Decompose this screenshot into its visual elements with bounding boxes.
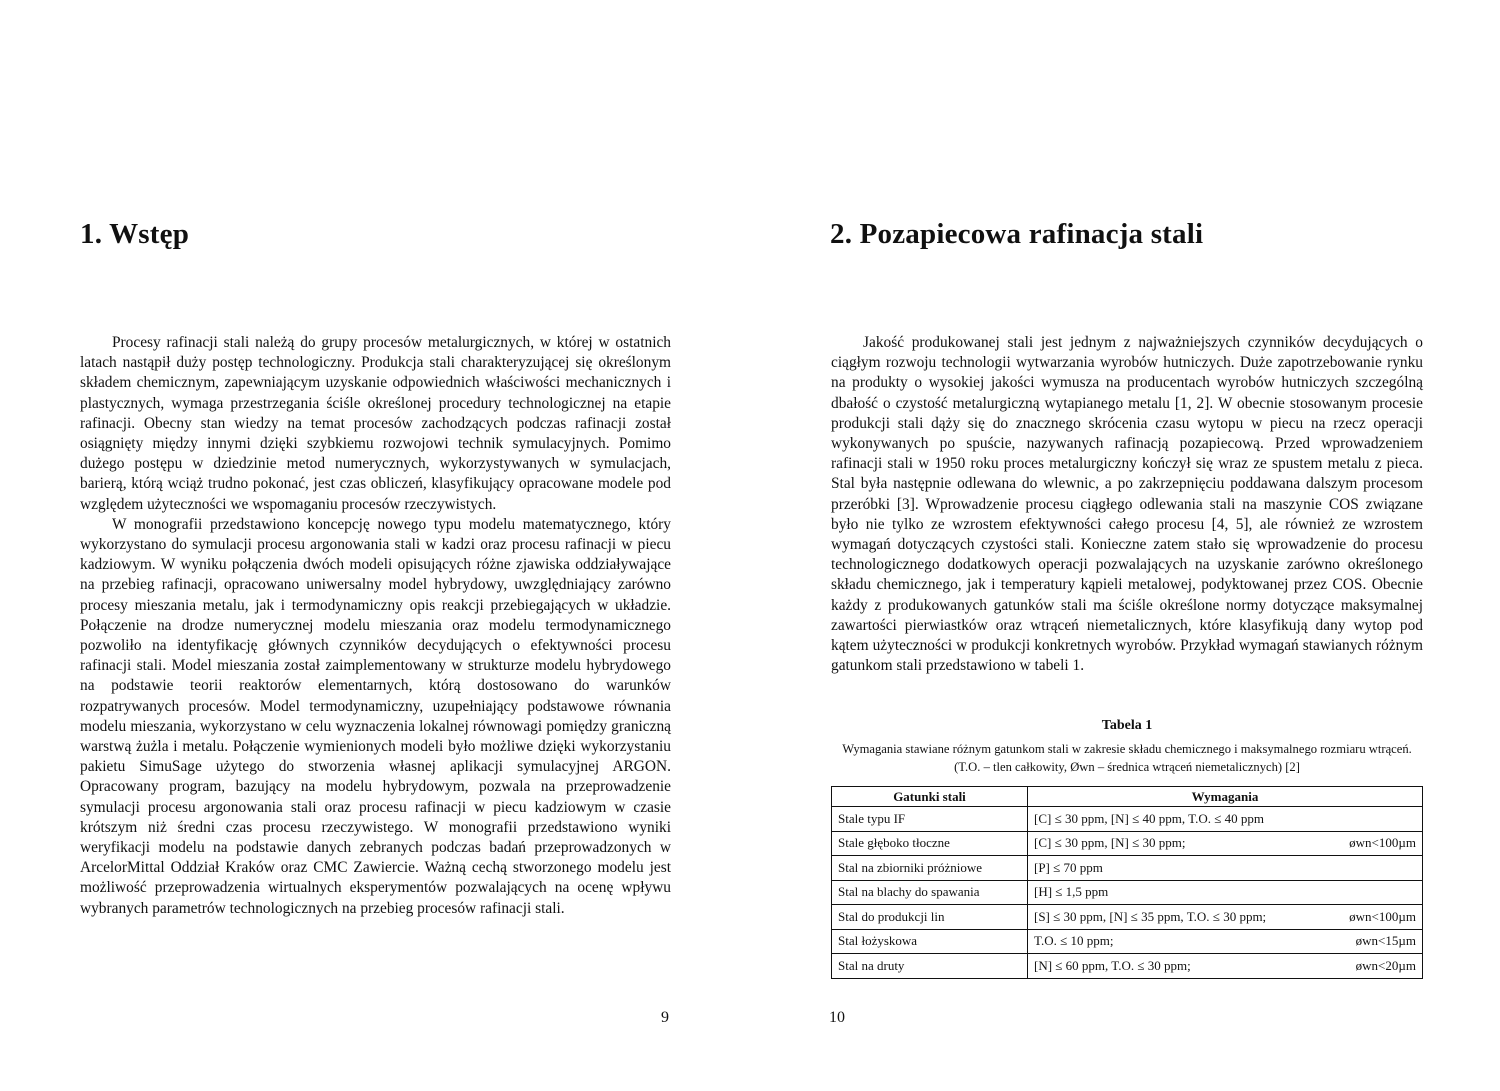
requirement-text: [N] ≤ 60 ppm, T.O. ≤ 30 ppm; — [1034, 957, 1191, 973]
column-header: Wymagania — [1028, 787, 1423, 807]
steel-grade-cell: Stale typu IF — [832, 807, 1028, 832]
requirement-text: [S] ≤ 30 ppm, [N] ≤ 35 ppm, T.O. ≤ 30 ppm; — [1034, 908, 1267, 924]
page-number: 9 — [661, 1009, 669, 1026]
chapter-title: 1. Wstęp — [80, 218, 190, 250]
table-description: Wymagania stawiane różnym gatunkom stali w zakresie składu chemicznego i maksymalnego rozmiaru wtrąceń. (T.O. – tlen całkowity, Øwn – średnica wtrąceń niemetalicznych) [2] — [842, 742, 1412, 774]
chapter-body — [831, 333, 1423, 676]
table-row — [832, 856, 1423, 881]
table-row — [832, 929, 1423, 954]
steel-grade-cell: Stal na zbiorniki próżniowe — [832, 856, 1028, 881]
requirement-cell — [1028, 831, 1423, 856]
requirement-cell — [1028, 856, 1423, 881]
page-number: 10 — [829, 1009, 845, 1026]
requirement-text: [C] ≤ 30 ppm, [N] ≤ 30 ppm; — [1034, 835, 1186, 851]
requirement-text: [H] ≤ 1,5 ppm — [1034, 884, 1109, 900]
requirement-content — [1034, 958, 1416, 974]
requirement-cell — [1028, 954, 1423, 979]
requirement-cell — [1028, 929, 1423, 954]
table-row — [832, 807, 1423, 832]
column-header: Gatunki stali — [832, 787, 1028, 807]
inclusion-diameter: øwn<100µm — [1349, 908, 1416, 924]
requirement-content — [1034, 811, 1416, 827]
steel-grade-cell: Stal do produkcji lin — [832, 905, 1028, 930]
table-row — [832, 905, 1423, 930]
requirement-content — [1034, 909, 1416, 925]
table-row — [832, 954, 1423, 979]
requirement-text: [C] ≤ 30 ppm, [N] ≤ 40 ppm, T.O. ≤ 40 ppm — [1034, 810, 1264, 826]
inclusion-diameter: øwn<15µm — [1355, 933, 1416, 949]
steel-grade-cell: Stal łożyskowa — [832, 929, 1028, 954]
requirement-content — [1034, 860, 1416, 876]
steel-grade-cell: Stal na druty — [832, 954, 1028, 979]
requirement-content — [1034, 835, 1416, 851]
right-page — [750, 0, 1500, 1091]
inclusion-diameter: øwn<100µm — [1349, 835, 1416, 851]
table-body — [832, 807, 1423, 979]
requirement-cell — [1028, 807, 1423, 832]
paragraph: Jakość produkowanej stali jest jednym z najważniejszych czynników decydujących o ciągłym rozwoju technologii wytwarzania wyrobów hutniczych. Duże zapotrzebowanie rynku na produkty o wysokiej jakości wymusza na producentach wyrobów hutniczych szczególną dbałość o czystość metalurgiczną wytapianego metalu [1, 2]. W obecnie stosowanym procesie produkcji stali dąży się do znacznego skrócenia czasu wytopu w piecu na rzecz operacji wykonywanych po spuście, nazywanych rafinacją pozapiecową. Przed wprowadzeniem rafinacji stali w 1950 roku proces metalurgiczny kończył się wraz ze spustem metalu z pieca. Stal była następnie odlewana do wlewnic, a po zakrzepnięciu poddawana dalszym procesom przeróbki [3]. Wprowadzenie procesu ciągłego odlewania stali na maszynie COS związane było nie tylko ze wzrostem efektywności całego procesu [4, 5], ale również ze wzrostem wymagań dotyczących czystości stali. Konieczne zatem stało się wprowadzenie do procesu technologicznego dodatkowych operacji pozwalających na uzyskanie zarówno określonego składu chemicznego, jak i temperatury kąpieli metalowej, podyktowanej przez COS. Obecnie każdy z produkowanych gatunków stali ma ściśle określone normy dotyczące maksymalnej zawartości pierwiastków oraz wtrąceń niemetalicznych, które klasyfikują dany wytop pod kątem użyteczności w produkcji konkretnych wyrobów. Przykład wymagań stawianych różnym gatunkom stali przedstawiono w tabeli 1. — [831, 334, 1423, 675]
table-row — [832, 880, 1423, 905]
requirement-text: [P] ≤ 70 ppm — [1034, 859, 1103, 875]
paragraph: Procesy rafinacji stali należą do grupy procesów metalurgicznych, w której w ostatnich latach nastąpił duży postęp technologiczny. Produkcja stali charakteryzującej się określonym składem chemicznym, zapewniającym uzyskanie odpowiednich właściwości mechanicznych i plastycznych, wymaga przestrzegania ściśle określonej procedury technologicznej na etapie rafinacji. Obecny stan wiedzy na temat procesów zachodzących podczas rafinacji został osiągnięty między innymi dzięki szybkiemu rozwojowi technik symulacyjnych. Pomimo dużego postępu w dziedzinie metod numerycznych, wykorzystywanych w symulacjach, barierą, którą wciąż trudno pokonać, jest czas obliczeń, klasyfikujący opracowane modele pod względem użyteczności we wspomaganiu procesów rzeczywistych. — [80, 334, 671, 513]
chapter-body — [80, 333, 671, 919]
steel-grade-cell: Stale głęboko tłoczne — [832, 831, 1028, 856]
table-header-row — [832, 787, 1423, 807]
table-row — [832, 831, 1423, 856]
chapter-title: 2. Pozapiecowa rafinacja stali — [830, 218, 1204, 250]
inclusion-diameter: øwn<20µm — [1355, 957, 1416, 973]
requirements-table — [831, 786, 1423, 979]
paragraph: W monografii przedstawiono koncepcję nowego typu modelu matematycznego, który wykorzystano do symulacji procesu argonowania stali w kadzi oraz procesu rafinacji w piecu kadziowym. W wyniku połączenia dwóch modeli opisujących różne zjawiska oddziaływające na przebieg rafinacji, opracowano uniwersalny model hybrydowy, uwzględniający zarówno procesy mieszania metalu, jak i termodynamiczny opis reakcji przebiegających w układzie. Połączenie na drodze numerycznej modelu mieszania oraz modelu termodynamicznego pozwoliło na identyfikację głównych czynników decydujących o efektywności procesu rafinacji stali. Model mieszania został zaimplementowany w strukturze modelu hybrydowego na podstawie teorii reaktorów elementarnych, którą dostosowano do warunków rozpatrywanych procesów. Model termodynamiczny, uzupełniający podstawowe równania modelu mieszania, wykorzystano w celu wyznaczenia lokalnej równowagi pomiędzy graniczną warstwą żużla i metalu. Połączenie wymienionych modeli było możliwe dzięki wykorzystaniu pakietu SimuSage użytego do stworzenia własnej aplikacji symulacyjnej ARGON. Opracowany program, bazujący na modelu hybrydowym, pozwala na przeprowadzenie symulacji procesu argonowania stali oraz procesu rafinacji w piecu kadziowym w czasie krótszym niż średni czas procesu rzeczywistego. W monografii przedstawiono wyniki weryfikacji modelu na podstawie danych zebranych podczas badań przeprowadzonych w ArcelorMittal Oddział Kraków oraz CMC Zawiercie. Ważną cechą stworzonego modelu jest możliwość przeprowadzenia wirtualnych eksperymentów pozwalających na ocenę wpływu wybranych parametrów technologicznych na przebieg procesów rafinacji stali. — [80, 515, 671, 917]
table-label: Tabela 1 — [1101, 718, 1153, 733]
requirement-cell — [1028, 905, 1423, 930]
requirement-cell — [1028, 880, 1423, 905]
steel-grade-cell: Stal na blachy do spawania — [832, 880, 1028, 905]
requirement-content — [1034, 933, 1416, 949]
requirement-text: T.O. ≤ 10 ppm; — [1034, 933, 1114, 949]
requirement-content — [1034, 884, 1416, 900]
